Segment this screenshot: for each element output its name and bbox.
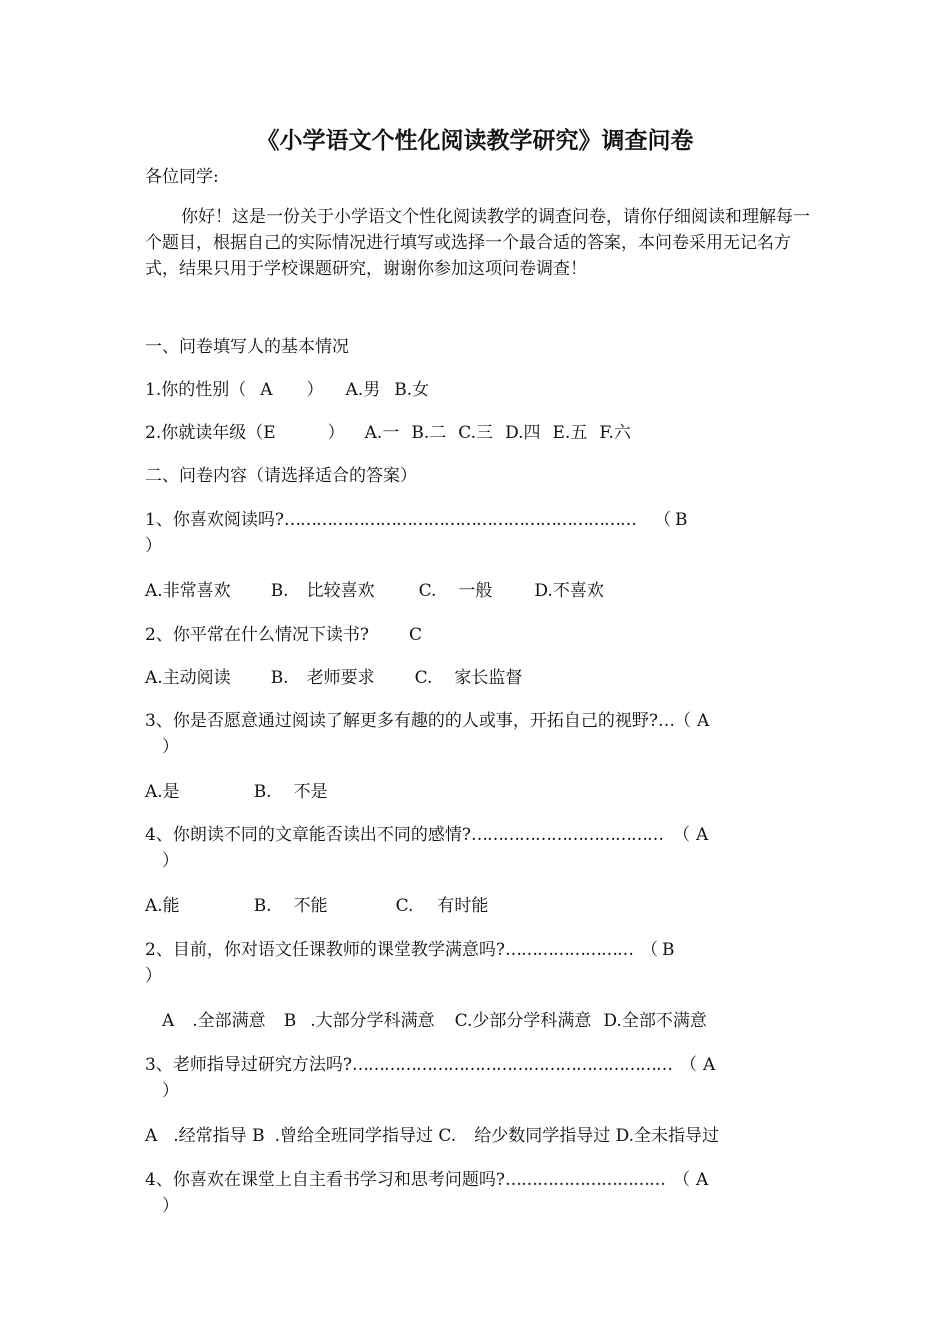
question-5-options: A .全部满意 B .大部分学科满意 C.少部分学科满意 D.全部不满意 (162, 1011, 707, 1031)
answer: E (263, 423, 276, 443)
option: A.一 (364, 423, 400, 443)
leader-dots: … (657, 711, 674, 731)
question-grade: 2.你就读年级（E ） A.一 B.二 C.三 D.四 E.五 F.六 (145, 423, 631, 443)
question-5-close: ） (145, 966, 162, 986)
question-2: 2、你平常在什么情况下读书? C (145, 625, 422, 645)
question-3-close: ） (162, 737, 179, 757)
leader-dots: ………………………………………………………… (283, 510, 636, 530)
question-6-close: ） (162, 1081, 179, 1101)
option: C.三 (458, 423, 494, 443)
option: D.四 (505, 423, 541, 443)
intro-paragraph: 你好！这是一份关于小学语文个性化阅读教学的调查问卷，请你仔细阅读和理解每一个题目，根据自己的实际情况进行填写或选择一个最合适的答案，本问卷采用无记名方式，结果只用于学校课题研究，谢谢你参加这项问卷调查！ (145, 207, 810, 279)
question-1-close: ） (145, 536, 162, 556)
question-5: 2、目前，你对语文任课教师的课堂教学满意吗?…………………… （ B (145, 940, 675, 960)
question-3-options: A.是 B. 不是 (145, 782, 328, 802)
question-6-options: A .经常指导 B .曾给全班同学指导过 C. 给少数同学指导过 D.全未指导过 (145, 1126, 720, 1146)
question-3: 3、你是否愿意通过阅读了解更多有趣的的人或事，开拓自己的视野?…（ A (145, 711, 710, 731)
answer: A (260, 380, 273, 400)
question-6: 3、老师指导过研究方法吗?…………………………………………………… （ A (145, 1055, 716, 1075)
answer: B (661, 940, 675, 960)
option: E.五 (552, 423, 588, 443)
section1-heading: 一、问卷填写人的基本情况 (145, 337, 349, 357)
answer: A (696, 711, 710, 731)
section2-heading: 二、问卷内容（请选择适合的答案） (145, 466, 417, 486)
question-2-options: A.主动阅读 B. 老师要求 C. 家长监督 (145, 668, 523, 688)
answer: C (408, 625, 422, 645)
question-text: 1.你的性别（ (145, 380, 247, 400)
question-7: 4、你喜欢在课堂上自主看书学习和思考问题吗?………………………… （ A (145, 1170, 709, 1190)
greeting: 各位同学: (145, 167, 219, 187)
answer: A (695, 1170, 709, 1190)
answer: A (695, 825, 709, 845)
question-4: 4、你朗读不同的文章能否读出不同的感情?……………………………… （ A (145, 825, 709, 845)
question-4-options: A.能 B. 不能 C. 有时能 (145, 896, 489, 916)
answer: A (702, 1055, 716, 1075)
leader-dots: …………………………………………………… (351, 1055, 672, 1075)
leader-dots: …………………… (504, 940, 633, 960)
option: A.男 (345, 380, 381, 400)
option: F.六 (599, 423, 631, 443)
answer: B (674, 510, 688, 530)
leader-dots: ……………………………… (470, 825, 663, 845)
leader-dots: ………………………… (504, 1170, 665, 1190)
question-gender: 1.你的性别（ A ） A.男 B.女 (145, 380, 430, 400)
question-4-close: ） (162, 851, 179, 871)
question-text: 2.你就读年级（ (145, 423, 264, 443)
question-1-options: A.非常喜欢 B. 比较喜欢 C. 一般 D.不喜欢 (145, 581, 604, 601)
question-1: 1、你喜欢阅读吗?………………………………………………………… （ B (145, 510, 688, 530)
question-7-close: ） (162, 1196, 179, 1216)
document-title: 《小学语文个性化阅读教学研究》调查问卷 (256, 128, 694, 154)
option: B.二 (411, 423, 447, 443)
option: B.女 (394, 380, 430, 400)
